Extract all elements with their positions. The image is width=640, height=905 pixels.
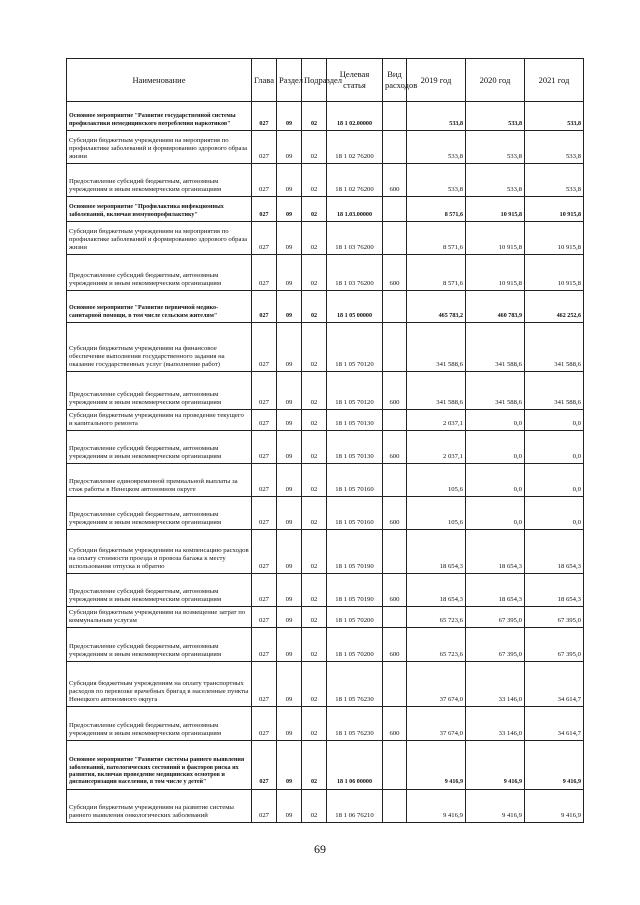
cell-chapter: 027	[252, 372, 277, 410]
cell-target: 18 1 05 76230	[327, 706, 383, 740]
cell-2021: 341 588,6	[525, 372, 584, 410]
table-row	[67, 573, 584, 606]
cell-section: 09	[277, 410, 302, 431]
cell-2021: 34 614,7	[525, 706, 584, 740]
cell-2021: 9 416,9	[525, 789, 584, 822]
cell-2020: 533,8	[466, 102, 525, 131]
cell-section: 09	[277, 102, 302, 131]
cell-subsection: 02	[302, 410, 327, 431]
cell-name: Субсидии бюджетным учреждениям на мероприятия по профилактике заболеваний и формированию здорового образа жизни	[67, 131, 252, 164]
cell-target: 18 1 05 70200	[327, 606, 383, 627]
cell-2021: 18 654,3	[525, 573, 584, 606]
cell-expense: 600	[383, 496, 407, 529]
cell-subsection: 02	[302, 222, 327, 255]
cell-2019: 533,8	[407, 164, 466, 197]
table-row	[67, 463, 584, 496]
cell-name: Предоставление субсидий бюджетным, автономным учреждениям и иным некоммерческим организациям	[67, 573, 252, 606]
table-row	[67, 529, 584, 573]
cell-section: 09	[277, 661, 302, 706]
cell-name: Субсидии бюджетным учреждениям на развитие системы раннего выявления онкологических заболеваний	[67, 789, 252, 822]
cell-subsection: 02	[302, 197, 327, 222]
cell-2020: 341 588,6	[466, 372, 525, 410]
cell-name: Предоставление единовременной премиальной выплаты за стаж работы в Ненецком автономном округе	[67, 463, 252, 496]
cell-2020: 10 915,8	[466, 255, 525, 291]
header-2021: 2021 год	[525, 59, 584, 102]
cell-chapter: 027	[252, 706, 277, 740]
cell-2019: 18 654,3	[407, 573, 466, 606]
header-2020: 2020 год	[466, 59, 525, 102]
cell-section: 09	[277, 496, 302, 529]
cell-name: Субсидии бюджетным учреждениям на финансовое обеспечение выполнения государственного задания на оказание государственных услуг (выполнение работ)	[67, 323, 252, 372]
cell-2019: 105,6	[407, 463, 466, 496]
cell-2021: 533,8	[525, 164, 584, 197]
cell-subsection: 02	[302, 372, 327, 410]
table-row	[67, 661, 584, 706]
cell-2021: 0,0	[525, 496, 584, 529]
cell-subsection: 02	[302, 255, 327, 291]
cell-section: 09	[277, 323, 302, 372]
cell-expense	[383, 131, 407, 164]
table-row	[67, 372, 584, 410]
cell-2019: 37 674,0	[407, 661, 466, 706]
cell-2020: 341 588,6	[466, 323, 525, 372]
cell-target: 18 1 05 76230	[327, 661, 383, 706]
cell-expense	[383, 410, 407, 431]
cell-target: 18 1 05 70200	[327, 627, 383, 661]
header-section: Раздел	[277, 59, 302, 102]
cell-section: 09	[277, 197, 302, 222]
header-target: Целевая статья	[327, 59, 383, 102]
cell-target: 18 1 05 70190	[327, 573, 383, 606]
cell-subsection: 02	[302, 529, 327, 573]
cell-2019: 2 037,1	[407, 430, 466, 463]
header-chapter: Глава	[252, 59, 277, 102]
table-row	[67, 323, 584, 372]
cell-2019: 465 783,2	[407, 291, 466, 323]
cell-expense	[383, 606, 407, 627]
budget-table-sheet	[66, 58, 583, 823]
cell-expense	[383, 661, 407, 706]
cell-2019: 9 416,9	[407, 740, 466, 789]
cell-expense: 600	[383, 573, 407, 606]
cell-name: Субсидии бюджетным учреждениям на мероприятия по профилактике заболеваний и формированию здорового образа жизни	[67, 222, 252, 255]
table-row	[67, 164, 584, 197]
cell-expense	[383, 197, 407, 222]
cell-2019: 533,8	[407, 102, 466, 131]
cell-section: 09	[277, 430, 302, 463]
cell-chapter: 027	[252, 323, 277, 372]
cell-expense: 600	[383, 255, 407, 291]
table-header-row	[67, 59, 584, 102]
cell-2019: 65 723,6	[407, 606, 466, 627]
cell-chapter: 027	[252, 131, 277, 164]
cell-expense	[383, 102, 407, 131]
cell-target: 18 1 06 76210	[327, 789, 383, 822]
cell-section: 09	[277, 706, 302, 740]
table-row	[67, 430, 584, 463]
cell-expense	[383, 529, 407, 573]
cell-name: Субсидии бюджетным учреждениям на возмещение затрат по коммунальным услугам	[67, 606, 252, 627]
cell-subsection: 02	[302, 606, 327, 627]
cell-chapter: 027	[252, 529, 277, 573]
cell-expense	[383, 463, 407, 496]
cell-subsection: 02	[302, 573, 327, 606]
cell-chapter: 027	[252, 573, 277, 606]
cell-2019: 9 416,9	[407, 789, 466, 822]
cell-name: Предоставление субсидий бюджетным, автономным учреждениям и иным некоммерческим организациям	[67, 255, 252, 291]
cell-section: 09	[277, 372, 302, 410]
cell-expense	[383, 323, 407, 372]
cell-section: 09	[277, 463, 302, 496]
cell-2019: 37 674,0	[407, 706, 466, 740]
cell-name: Предоставление субсидий бюджетным, автономным учреждениям и иным некоммерческим организациям	[67, 372, 252, 410]
table-row	[67, 627, 584, 661]
cell-expense: 600	[383, 627, 407, 661]
cell-expense	[383, 291, 407, 323]
cell-2019: 533,8	[407, 131, 466, 164]
cell-expense	[383, 222, 407, 255]
cell-subsection: 02	[302, 740, 327, 789]
cell-subsection: 02	[302, 131, 327, 164]
cell-2020: 533,8	[466, 164, 525, 197]
cell-2020: 67 395,0	[466, 606, 525, 627]
cell-2019: 65 723,6	[407, 627, 466, 661]
cell-name: Основное мероприятие "Развитие системы раннего выявления заболеваний, патологических состояний и факторов риска их развития, включая проведение медицинских осмотров и диспансеризации населения, в том числе у детей"	[67, 740, 252, 789]
cell-2021: 0,0	[525, 430, 584, 463]
cell-2019: 18 654,3	[407, 529, 466, 573]
cell-2020: 0,0	[466, 430, 525, 463]
cell-target: 18 1 05 70120	[327, 372, 383, 410]
cell-subsection: 02	[302, 627, 327, 661]
table-row	[67, 222, 584, 255]
cell-subsection: 02	[302, 706, 327, 740]
cell-name: Предоставление субсидий бюджетным, автономным учреждениям и иным некоммерческим организациям	[67, 706, 252, 740]
cell-name: Субсидия бюджетным учреждениям на оплату транспортных расходов по перевозке врачебных бригад в населенные пункты Ненецкого автономного округа	[67, 661, 252, 706]
cell-2021: 462 252,6	[525, 291, 584, 323]
header-2019: 2019 год	[407, 59, 466, 102]
cell-target: 18 1 03 76200	[327, 222, 383, 255]
cell-2020: 460 783,9	[466, 291, 525, 323]
cell-target: 18 1 05 70160	[327, 463, 383, 496]
cell-chapter: 027	[252, 627, 277, 661]
cell-2020: 0,0	[466, 463, 525, 496]
cell-target: 18 1 05 70130	[327, 430, 383, 463]
table-row	[67, 496, 584, 529]
header-subsection: Подраздел	[302, 59, 327, 102]
cell-2019: 8 571,6	[407, 255, 466, 291]
cell-section: 09	[277, 627, 302, 661]
cell-2020: 10 915,8	[466, 197, 525, 222]
cell-target: 18 1 02 76200	[327, 164, 383, 197]
cell-2019: 341 588,6	[407, 372, 466, 410]
cell-section: 09	[277, 606, 302, 627]
cell-section: 09	[277, 740, 302, 789]
cell-chapter: 027	[252, 255, 277, 291]
cell-name: Субсидии бюджетным учреждениям на компенсацию расходов на оплату стоимости проезда и провоза багажа к месту использования отпуска и обратно	[67, 529, 252, 573]
cell-target: 18 1 06 00000	[327, 740, 383, 789]
cell-2020: 18 654,3	[466, 573, 525, 606]
cell-name: Предоставление субсидий бюджетным, автономным учреждениям и иным некоммерческим организациям	[67, 496, 252, 529]
page-number: 69	[314, 842, 326, 856]
cell-2020: 33 146,0	[466, 661, 525, 706]
cell-chapter: 027	[252, 164, 277, 197]
header-expense: Вид расходов	[383, 59, 407, 102]
cell-2020: 0,0	[466, 410, 525, 431]
cell-chapter: 027	[252, 197, 277, 222]
table-row	[67, 706, 584, 740]
cell-subsection: 02	[302, 164, 327, 197]
cell-2020: 533,8	[466, 131, 525, 164]
cell-chapter: 027	[252, 496, 277, 529]
cell-chapter: 027	[252, 102, 277, 131]
cell-expense: 600	[383, 164, 407, 197]
cell-2021: 10 915,8	[525, 222, 584, 255]
cell-chapter: 027	[252, 410, 277, 431]
cell-2021: 0,0	[525, 463, 584, 496]
cell-section: 09	[277, 789, 302, 822]
table-row	[67, 789, 584, 822]
cell-section: 09	[277, 255, 302, 291]
cell-section: 09	[277, 131, 302, 164]
cell-section: 09	[277, 291, 302, 323]
cell-name: Основное мероприятие "Профилактика инфекционных заболеваний, включая иммунопрофилактику"	[67, 197, 252, 222]
cell-subsection: 02	[302, 496, 327, 529]
cell-chapter: 027	[252, 291, 277, 323]
cell-target: 18 1 05 70120	[327, 323, 383, 372]
cell-name: Предоставление субсидий бюджетным, автономным учреждениям и иным некоммерческим организациям	[67, 164, 252, 197]
cell-subsection: 02	[302, 463, 327, 496]
cell-target: 18 1 05 00000	[327, 291, 383, 323]
table-row	[67, 410, 584, 431]
cell-subsection: 02	[302, 102, 327, 131]
cell-name: Предоставление субсидий бюджетным, автономным учреждениям и иным некоммерческим организациям	[67, 627, 252, 661]
cell-2019: 341 588,6	[407, 323, 466, 372]
cell-2021: 34 614,7	[525, 661, 584, 706]
cell-expense	[383, 789, 407, 822]
cell-2021: 67 395,0	[525, 606, 584, 627]
cell-2021: 9 416,9	[525, 740, 584, 789]
cell-2020: 33 146,0	[466, 706, 525, 740]
cell-subsection: 02	[302, 291, 327, 323]
cell-2021: 10 915,8	[525, 197, 584, 222]
cell-2021: 67 395,0	[525, 627, 584, 661]
cell-expense: 600	[383, 372, 407, 410]
cell-target: 18 1 02.00000	[327, 102, 383, 131]
cell-section: 09	[277, 573, 302, 606]
table-row	[67, 606, 584, 627]
cell-2021: 533,8	[525, 131, 584, 164]
cell-chapter: 027	[252, 430, 277, 463]
table-row	[67, 255, 584, 291]
cell-2020: 18 654,3	[466, 529, 525, 573]
cell-section: 09	[277, 222, 302, 255]
cell-2020: 0,0	[466, 496, 525, 529]
cell-name: Предоставление субсидий бюджетным, автономным учреждениям и иным некоммерческим организациям	[67, 430, 252, 463]
cell-2020: 9 416,9	[466, 740, 525, 789]
cell-target: 18 1 05 70160	[327, 496, 383, 529]
cell-name: Субсидии бюджетным учреждениям на проведение текущего и капитального ремонта	[67, 410, 252, 431]
cell-subsection: 02	[302, 661, 327, 706]
cell-target: 18 1 05 70130	[327, 410, 383, 431]
cell-2021: 18 654,3	[525, 529, 584, 573]
table-row	[67, 102, 584, 131]
cell-2020: 67 395,0	[466, 627, 525, 661]
cell-chapter: 027	[252, 463, 277, 496]
cell-chapter: 027	[252, 222, 277, 255]
cell-2020: 9 416,9	[466, 789, 525, 822]
cell-expense: 600	[383, 706, 407, 740]
cell-section: 09	[277, 164, 302, 197]
cell-name: Основное мероприятие "Развитие первичной медико-санитарной помощи, в том числе сельским жителям"	[67, 291, 252, 323]
cell-2019: 8 571,6	[407, 222, 466, 255]
cell-target: 18 1 02 76200	[327, 131, 383, 164]
cell-subsection: 02	[302, 430, 327, 463]
cell-chapter: 027	[252, 789, 277, 822]
budget-table	[66, 58, 584, 823]
cell-target: 18 1 03 76200	[327, 255, 383, 291]
cell-subsection: 02	[302, 323, 327, 372]
cell-2021: 341 588,6	[525, 323, 584, 372]
cell-subsection: 02	[302, 789, 327, 822]
cell-chapter: 027	[252, 740, 277, 789]
table-row	[67, 197, 584, 222]
cell-chapter: 027	[252, 606, 277, 627]
cell-name: Основное мероприятие "Развитие государственной системы профилактики немедицинского потребления наркотиков"	[67, 102, 252, 131]
cell-2020: 10 915,8	[466, 222, 525, 255]
cell-2019: 2 037,1	[407, 410, 466, 431]
table-row	[67, 291, 584, 323]
cell-section: 09	[277, 529, 302, 573]
cell-chapter: 027	[252, 661, 277, 706]
cell-2021: 0,0	[525, 410, 584, 431]
cell-2021: 10 915,8	[525, 255, 584, 291]
cell-2019: 105,6	[407, 496, 466, 529]
cell-target: 18 1.03.00000	[327, 197, 383, 222]
table-row	[67, 131, 584, 164]
table-row	[67, 740, 584, 789]
cell-target: 18 1 05 70190	[327, 529, 383, 573]
cell-expense	[383, 740, 407, 789]
cell-expense: 600	[383, 430, 407, 463]
cell-2021: 533,8	[525, 102, 584, 131]
header-name: Наименование	[67, 59, 252, 102]
cell-2019: 8 571,6	[407, 197, 466, 222]
